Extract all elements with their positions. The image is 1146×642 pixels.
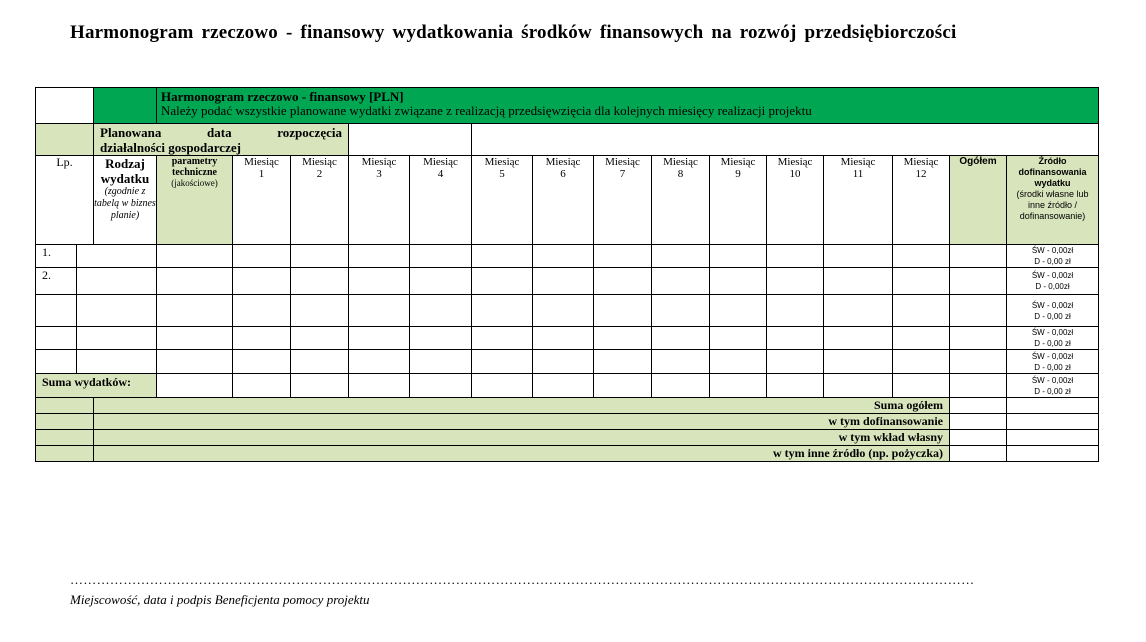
month-cell[interactable] [291, 327, 349, 350]
table-row [36, 350, 1099, 374]
month-header-word: Miesiąc [302, 156, 337, 168]
month-cell[interactable] [767, 245, 824, 268]
zrodlo-cell [1007, 245, 1099, 268]
month-cell[interactable] [291, 295, 349, 327]
ogolem-cell[interactable] [950, 268, 1007, 295]
summary-spacer [36, 430, 94, 446]
month-header-11 [824, 156, 893, 245]
green-marker-cell [94, 88, 157, 124]
month-header-word: Miesiąc [903, 156, 939, 168]
month-cell[interactable] [767, 350, 824, 374]
month-cell[interactable] [594, 350, 652, 374]
summary-row [36, 398, 1099, 414]
rodzaj-header-label: Rodzaj wydatku [100, 156, 150, 186]
month-header-number: 2 [316, 168, 323, 180]
month-cell[interactable] [652, 268, 710, 295]
month-cell[interactable] [349, 295, 410, 327]
summary-label: w tym dofinansowanie [94, 414, 950, 430]
summary-zrodlo-cell[interactable] [1007, 430, 1099, 446]
table-row [36, 327, 1099, 350]
month-header-number: 4 [437, 168, 444, 180]
month-cell[interactable] [893, 295, 950, 327]
planned-start-word: rozpoczęcia [277, 125, 342, 140]
month-cell[interactable] [710, 268, 767, 295]
month-cell[interactable] [349, 350, 410, 374]
month-header-9 [710, 156, 767, 245]
planned-start-date-field[interactable] [349, 124, 472, 156]
month-cell[interactable] [233, 327, 291, 350]
sw-value: ŚW - 0,00zł [1031, 375, 1074, 385]
parametry-cell[interactable] [157, 268, 233, 295]
rodzaj-cell[interactable] [77, 245, 157, 268]
month-header-word: Miesiąc [361, 156, 397, 168]
month-header-word: Miesiąc [605, 156, 640, 168]
month-cell[interactable] [472, 374, 533, 398]
zrodlo-cell [1007, 268, 1099, 295]
month-cell[interactable] [824, 374, 893, 398]
month-cell[interactable] [410, 327, 472, 350]
planned-start-line1 [100, 125, 342, 140]
month-cell[interactable] [472, 350, 533, 374]
month-header-word: Miesiąc [840, 156, 876, 168]
month-cell[interactable] [594, 374, 652, 398]
schedule-header-title: Harmonogram rzeczowo - finansowy [PLN] [161, 89, 404, 104]
month-header-3 [349, 156, 410, 245]
parametry-cell[interactable] [157, 245, 233, 268]
month-cell[interactable] [893, 327, 950, 350]
month-header-number: 6 [560, 168, 566, 180]
month-cell[interactable] [594, 268, 652, 295]
month-header-number: 12 [915, 168, 927, 180]
header-row [36, 88, 1099, 124]
month-header-2 [291, 156, 349, 245]
summary-zrodlo-cell[interactable] [1007, 414, 1099, 430]
month-cell[interactable] [349, 268, 410, 295]
month-cell[interactable] [710, 350, 767, 374]
month-cell[interactable] [767, 295, 824, 327]
month-header-number: 8 [677, 168, 684, 180]
parametry-header-label: parametry techniczne [171, 156, 218, 178]
month-cell[interactable] [710, 374, 767, 398]
sw-value: ŚW - 0,00zł [1031, 271, 1074, 280]
table-row [36, 245, 1099, 268]
schedule-header [157, 88, 1099, 124]
month-cell[interactable] [472, 268, 533, 295]
d-value: D - 0,00 zł [1034, 386, 1071, 396]
zrodlo-header-label: Źródło dofinansowania wydatku [1018, 156, 1087, 188]
document-title: Harmonogram rzeczowo - finansowy wydatkowania środków finansowych na rozwój przedsiębiorczości [70, 22, 957, 43]
month-cell[interactable] [594, 327, 652, 350]
parametry-cell[interactable] [157, 350, 233, 374]
rodzaj-cell[interactable] [77, 350, 157, 374]
month-cell[interactable] [533, 350, 594, 374]
month-cell[interactable] [410, 295, 472, 327]
month-cell[interactable] [824, 350, 893, 374]
ogolem-cell[interactable] [950, 327, 1007, 350]
month-header-number: 7 [619, 168, 626, 180]
ogolem-header: Ogółem [950, 156, 1007, 245]
ogolem-cell[interactable] [950, 295, 1007, 327]
blank-corner-cell [36, 88, 94, 124]
month-cell[interactable] [349, 327, 410, 350]
suma-wydatkow-row [36, 374, 1099, 398]
month-cell[interactable] [824, 268, 893, 295]
sw-value: ŚW - 0,00zł [1031, 351, 1074, 361]
month-cell[interactable] [410, 268, 472, 295]
month-cell[interactable] [824, 327, 893, 350]
month-header-4 [410, 156, 472, 245]
month-header-10 [767, 156, 824, 245]
month-cell[interactable] [652, 350, 710, 374]
summary-spacer [36, 398, 94, 414]
zrodlo-cell [1007, 295, 1099, 327]
month-cell[interactable] [767, 374, 824, 398]
parametry-header [157, 156, 233, 245]
zrodlo-header-note: (środki własne lub inne źródło / dofinansowanie) [1016, 189, 1089, 221]
rodzaj-cell[interactable] [77, 327, 157, 350]
month-cell[interactable] [291, 374, 349, 398]
month-cell[interactable] [652, 327, 710, 350]
d-value: D - 0,00 zł [1034, 339, 1071, 348]
rodzaj-header-note: (zgodnie z tabelą w biznes planie) [94, 186, 156, 221]
planned-start-line2: działalności gospodarczej [100, 140, 241, 155]
month-cell[interactable] [291, 245, 349, 268]
month-cell[interactable] [291, 350, 349, 374]
month-cell[interactable] [472, 245, 533, 268]
month-cell[interactable] [710, 245, 767, 268]
month-header-8 [652, 156, 710, 245]
summary-label: w tym wkład własny [94, 430, 950, 446]
summary-row [36, 414, 1099, 430]
month-cell[interactable] [710, 295, 767, 327]
row-lp [36, 327, 77, 350]
ogolem-cell[interactable] [950, 245, 1007, 268]
month-header-number: 3 [376, 168, 382, 180]
parametry-header-note: (jakościowe) [171, 178, 218, 188]
month-cell[interactable] [767, 268, 824, 295]
month-cell[interactable] [824, 295, 893, 327]
month-cell[interactable] [533, 295, 594, 327]
month-cell[interactable] [291, 268, 349, 295]
suma-wydatkow-label: Suma wydatków: [36, 374, 157, 398]
month-cell[interactable] [349, 374, 410, 398]
zrodlo-cell [1007, 350, 1099, 374]
summary-ogolem-cell[interactable] [950, 398, 1007, 414]
zrodlo-cell [1007, 327, 1099, 350]
month-cell[interactable] [472, 295, 533, 327]
summary-ogolem-cell[interactable] [950, 430, 1007, 446]
month-header-1 [233, 156, 291, 245]
sw-value: ŚW - 0,00zł [1031, 328, 1074, 337]
summary-row [36, 446, 1099, 462]
month-header-5 [472, 156, 533, 245]
rodzaj-header [94, 156, 157, 245]
month-cell[interactable] [710, 327, 767, 350]
d-value: D - 0,00zł [1035, 282, 1070, 291]
schedule-header-subtitle: Należy podać wszystkie planowane wydatki związane z realizacją przedsięwzięcia dla kolejnych miesięcy realizacji projektu [161, 103, 812, 118]
d-value: D - 0,00 zł [1034, 311, 1071, 321]
parametry-cell[interactable] [157, 295, 233, 327]
ogolem-cell[interactable] [950, 374, 1007, 398]
d-value: D - 0,00 zł [1034, 362, 1071, 372]
month-cell[interactable] [233, 295, 291, 327]
column-header-row [36, 156, 1099, 245]
month-cell[interactable] [233, 374, 291, 398]
summary-spacer [36, 414, 94, 430]
ogolem-cell[interactable] [950, 350, 1007, 374]
month-cell[interactable] [533, 327, 594, 350]
month-header-word: Miesiąc [663, 156, 698, 168]
table-row [36, 295, 1099, 327]
lp-header: Lp. [36, 156, 94, 245]
summary-ogolem-cell[interactable] [950, 414, 1007, 430]
row-lp: 1. [36, 245, 77, 268]
zrodlo-cell [1007, 374, 1099, 398]
month-header-word: Miesiąc [423, 156, 458, 168]
month-cell[interactable] [767, 327, 824, 350]
month-cell[interactable] [824, 245, 893, 268]
parametry-cell[interactable] [157, 327, 233, 350]
row-lp [36, 295, 77, 327]
month-header-word: Miesiąc [777, 156, 813, 168]
summary-label: w tym inne źródło (np. pożyczka) [94, 446, 950, 462]
month-header-word: Miesiąc [545, 156, 581, 168]
signature-dots: …………………………………………………………………………………………………………………………………………………………………………………… [70, 572, 975, 587]
planned-start-label [94, 124, 349, 156]
planned-start-word: Planowana [100, 125, 162, 140]
signature-caption: Miejscowość, data i podpis Beneficjenta pomocy projektu [70, 592, 370, 607]
month-cell[interactable] [233, 245, 291, 268]
planned-start-spacer [36, 124, 94, 156]
month-cell[interactable] [594, 245, 652, 268]
rodzaj-cell[interactable] [77, 295, 157, 327]
table-row [36, 268, 1099, 295]
summary-label: Suma ogółem [94, 398, 950, 414]
month-header-word: Miesiąc [484, 156, 520, 168]
month-header-number: 5 [499, 168, 505, 180]
month-cell[interactable] [533, 245, 594, 268]
month-cell[interactable] [594, 295, 652, 327]
month-header-12 [893, 156, 950, 245]
month-cell[interactable] [410, 245, 472, 268]
summary-spacer [36, 446, 94, 462]
month-cell[interactable] [410, 350, 472, 374]
month-cell[interactable] [652, 245, 710, 268]
summary-zrodlo-cell[interactable] [1007, 398, 1099, 414]
month-cell[interactable] [893, 350, 950, 374]
sw-value: ŚW - 0,00zł [1031, 300, 1074, 310]
month-cell[interactable] [652, 374, 710, 398]
month-cell[interactable] [233, 350, 291, 374]
d-value: D - 0,00 zł [1034, 257, 1071, 266]
month-cell[interactable] [410, 374, 472, 398]
month-cell[interactable] [472, 327, 533, 350]
parametry-cell[interactable] [157, 374, 233, 398]
month-cell[interactable] [893, 268, 950, 295]
row-lp: 2. [36, 268, 77, 295]
month-cell[interactable] [233, 268, 291, 295]
month-cell[interactable] [893, 374, 950, 398]
rodzaj-cell[interactable] [77, 268, 157, 295]
month-cell[interactable] [533, 268, 594, 295]
month-header-number: 9 [735, 168, 741, 180]
planned-start-empty [472, 124, 1099, 156]
summary-row [36, 430, 1099, 446]
month-cell[interactable] [533, 374, 594, 398]
month-header-number: 1 [258, 168, 265, 180]
month-cell[interactable] [652, 295, 710, 327]
month-header-word: Miesiąc [720, 156, 756, 168]
month-cell[interactable] [349, 245, 410, 268]
month-header-number: 11 [852, 168, 864, 180]
summary-ogolem-cell[interactable] [950, 446, 1007, 462]
planned-start-word: data [207, 125, 232, 140]
harmonogram-table [35, 87, 1099, 462]
sw-value: ŚW - 0,00zł [1031, 246, 1074, 255]
month-header-7 [594, 156, 652, 245]
zrodlo-header [1007, 156, 1099, 245]
month-header-word: Miesiąc [244, 156, 279, 168]
summary-zrodlo-cell[interactable] [1007, 446, 1099, 462]
month-cell[interactable] [893, 245, 950, 268]
month-header-number: 10 [789, 168, 801, 180]
row-lp [36, 350, 77, 374]
month-header-6 [533, 156, 594, 245]
planned-start-row [36, 124, 1099, 156]
